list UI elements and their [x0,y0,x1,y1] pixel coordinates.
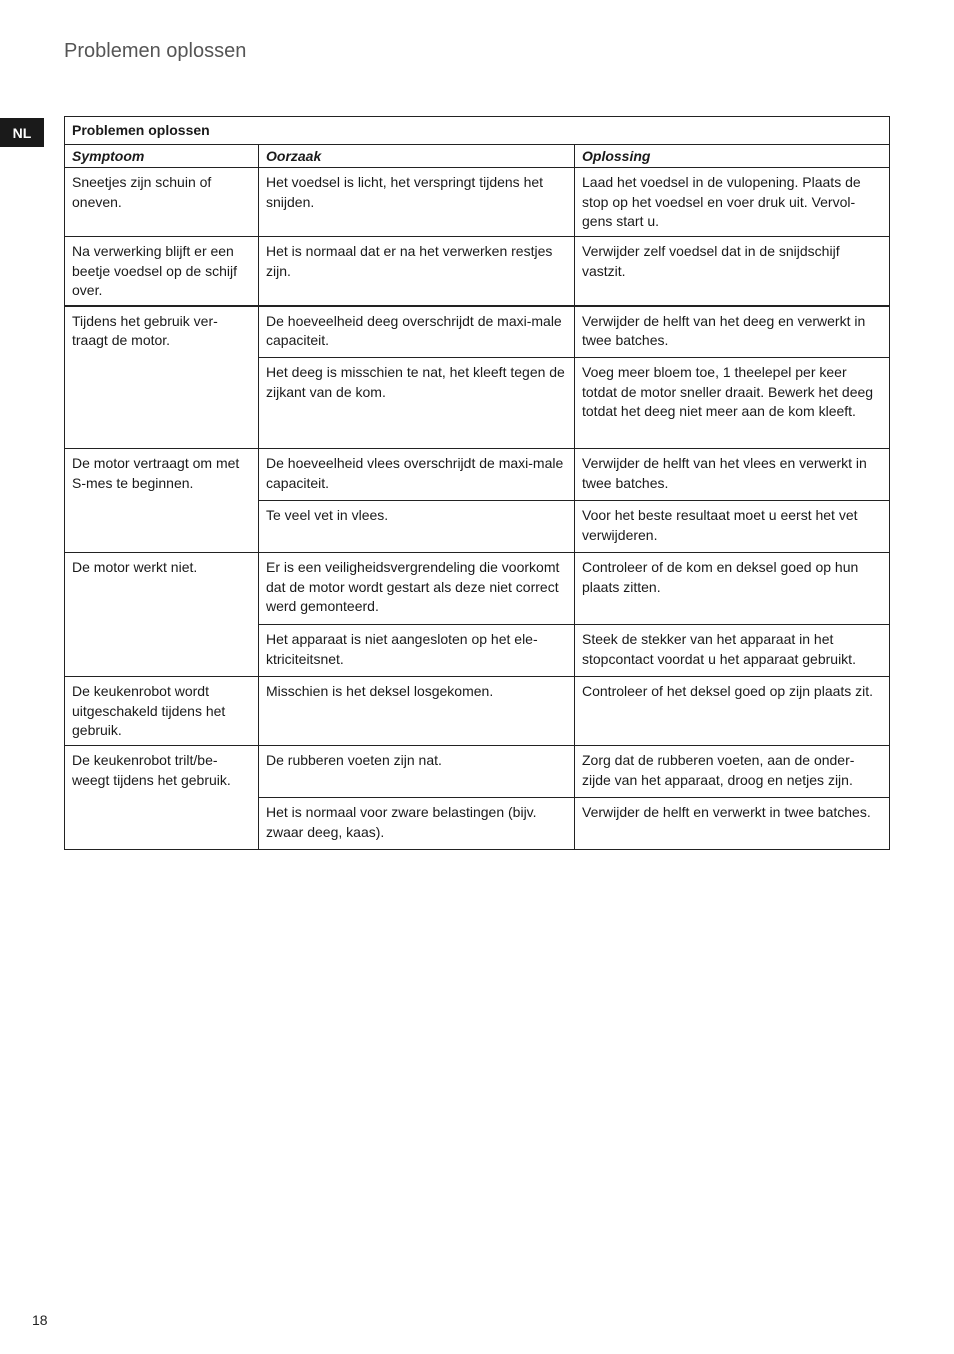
solution-cell: Voeg meer bloem toe, 1 theelepel per keer totdat de motor sneller draait. Bewerk het deeg totdat het deeg niet meer aan de kom kleeft. [575,358,890,449]
column-header-cause: Oorzaak [259,144,575,168]
cause-cell: Het is normaal dat er na het verwerken restjes zijn. [259,236,575,305]
cause-cell: Het deeg is misschien te nat, het kleeft tegen de zijkant van de kom. [259,358,575,449]
table-row [65,677,890,746]
cause-cell: Het apparaat is niet aangesloten op het ele-ktriciteitsnet. [259,625,575,677]
symptom-cell: De keukenrobot wordt uitgeschakeld tijdens het gebruik. [65,677,259,746]
symptom-cell: Na verwerking blijft er een beetje voedsel op de schijf over. [65,236,259,305]
symptom-cell: Sneetjes zijn schuin of oneven. [65,168,259,237]
cause-cell: De rubberen voeten zijn nat. [259,746,575,798]
solution-cell: Controleer of het deksel goed op zijn plaats zit. [575,677,890,746]
table-row [65,168,890,237]
table-row [65,306,890,358]
cause-cell: De hoeveelheid deeg overschrijdt de maxi-male capaciteit. [259,306,575,358]
table-caption: Problemen oplossen [65,117,890,145]
solution-cell: Verwijder zelf voedsel dat in de snijdschijf vastzit. [575,236,890,305]
table-header-row [65,144,890,168]
solution-cell: Verwijder de helft van het vlees en verwerkt in twee batches. [575,449,890,501]
solution-cell: Steek de stekker van het apparaat in het stopcontact voordat u het apparaat gebruikt. [575,625,890,677]
language-tab: NL [0,118,44,147]
solution-cell: Controleer of de kom en deksel goed op hun plaats zitten. [575,553,890,625]
cause-cell: Het is normaal voor zware belastingen (bijv. zwaar deeg, kaas). [259,798,575,850]
symptom-cell: De keukenrobot trilt/be-weegt tijdens het gebruik. [65,746,259,850]
cause-cell: De hoeveelheid vlees overschrijdt de maxi-male capaciteit. [259,449,575,501]
cause-cell: Misschien is het deksel losgekomen. [259,677,575,746]
page-number: 18 [32,1312,48,1328]
solution-cell: Zorg dat de rubberen voeten, aan de onder-zijde van het apparaat, droog en netjes zijn. [575,746,890,798]
troubleshooting-table [64,116,890,850]
cause-cell: Er is een veiligheidsvergrendeling die voorkomt dat de motor wordt gestart als deze niet correct werd gemonteerd. [259,553,575,625]
table-row [65,236,890,305]
column-header-symptom: Symptoom [65,144,259,168]
symptom-cell: De motor vertraagt om met S-mes te beginnen. [65,449,259,553]
table-row [65,449,890,501]
symptom-cell: Tijdens het gebruik ver-traagt de motor. [65,306,259,449]
page-title: Problemen oplossen [64,40,247,62]
column-header-solution: Oplossing [575,144,890,168]
solution-cell: Verwijder de helft en verwerkt in twee batches. [575,798,890,850]
solution-cell: Verwijder de helft van het deeg en verwerkt in twee batches. [575,306,890,358]
cause-cell: Te veel vet in vlees. [259,501,575,553]
symptom-cell: De motor werkt niet. [65,553,259,677]
solution-cell: Voor het beste resultaat moet u eerst het vet verwijderen. [575,501,890,553]
table-caption-row [65,117,890,145]
table-row [65,746,890,798]
table-row [65,553,890,625]
solution-cell: Laad het voedsel in de vulopening. Plaats de stop op het voedsel en voer druk uit. Vervol-gens start u. [575,168,890,237]
cause-cell: Het voedsel is licht, het verspringt tijdens het snijden. [259,168,575,237]
